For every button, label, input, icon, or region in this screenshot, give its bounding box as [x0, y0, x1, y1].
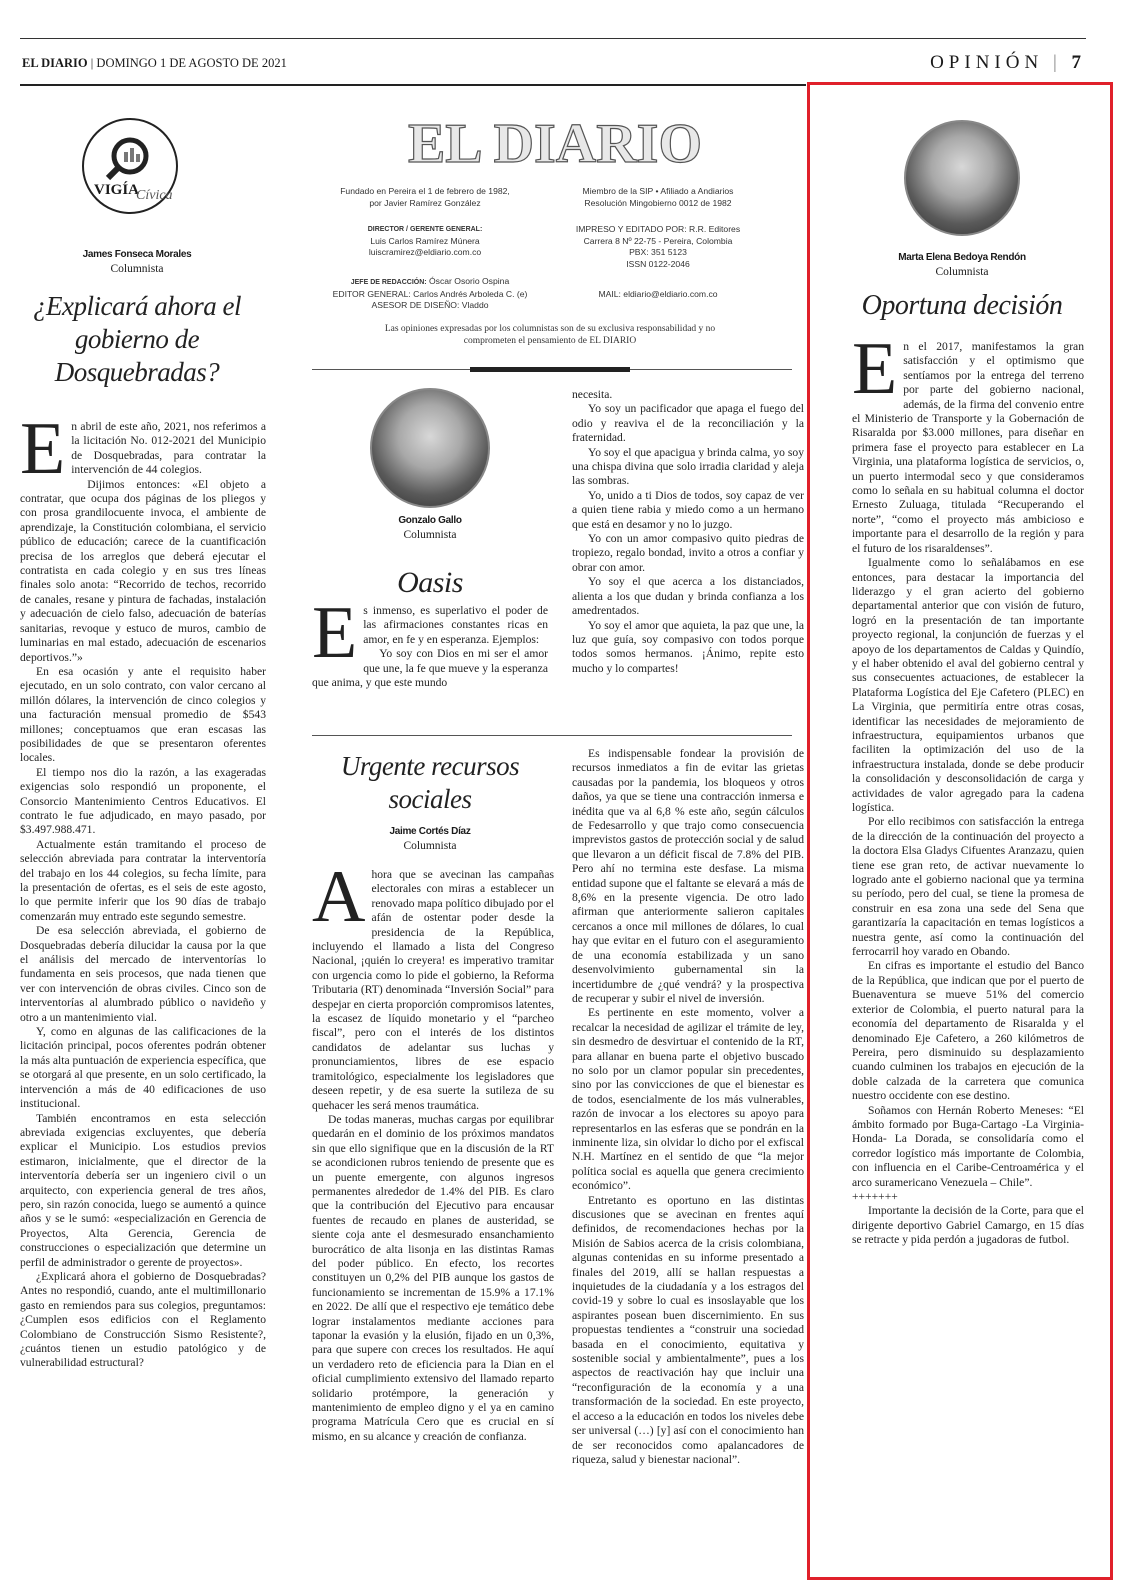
header-rule	[20, 84, 806, 86]
masthead-mail: MAIL: eldiario@eldiario.com.co	[598, 289, 718, 299]
vigia-logo-sub: Cívica	[136, 188, 173, 203]
article-title: Urgente recursos sociales	[340, 751, 520, 814]
paragraph: Es indispensable fondear la provisión de recursos inmediatos a fin de evitar las grietas causadas por la pandemia, los bloqueos y otros daños, ya que se tiene una contracción inmersa e inédita que va al 6,8 % este año, según cálculos de Fedesarrollo y que trajo como consecuencia imprevistos gastos de protección social y de salud que llevaron a un déficit fiscal de 7.8% del PIB. Pero ahí no termina este desfase. La misma entidad supone que el faltante se elevará a más de 8,6% en la presente vigencia. De otro lado afirman que anteriormente salieron capitales cercanos a once mil millones de dólares, lo cual hay que evitar en el futuro con el aseguramiento de una economía estabilizada y un sano desenvolvimiento gubernamental sin la incertidumbre de ¿qué vendrá? y la prospectiva de recuperar y subir el nivel de inversión.	[572, 747, 804, 1005]
masthead-printer: IMPRESO Y EDITADO POR: R.R. Editores Carrera 8 Nº 22-75 - Pereira, Colombia PBX: 351 5123 ISSN 0122-2046	[575, 224, 741, 269]
paragraph: Yo soy el que apacigua y brinda calma, yo soy una chispa divina que solo irradia claridad y aleja las sombras.	[572, 445, 804, 488]
paragraph: necesita.	[572, 388, 613, 401]
article-body-continued	[572, 388, 804, 718]
article-title: Oasis	[397, 566, 463, 599]
paragraph: Yo soy el que acerca a los distanciados, alienta a los que dudan y brinda confianza a los amedrentados.	[572, 575, 804, 618]
paragraph: Yo soy un pacificador que apaga el fuego del odio y reaviva el de la reconciliación y la fraternidad.	[572, 402, 804, 445]
masthead-editors: JEFE DE REDACCIÓN: Óscar Osorio Ospina EDITOR GENERAL: Carlos Andrés Arboleda C. (e) ASESOR DE DISEÑO: Vladdo	[332, 276, 528, 310]
paragraph: Yo con un amor compasivo quito piedras de tropiezo, regalo bondad, invito a otros a confiar y obrar con amor.	[572, 532, 804, 574]
paragraph: Es pertinente en este momento, volver a recalcar la necesidad de agilizar el trámite de ley, sin desmedro de desvirtuar el contenido de la RT, para allanar en buena parte el objetivo buscado no solo por un clamor popular sin precedentes, sino por las convicciones de que el bienestar es de todos, esencialmente de los más vulnerables, razón de invocar a los electores su apoyo para representarlos en las esferas que se pondrán en la inminente liza, sin olvidar lo dicho por el exfiscal N.H. Martínez en el sentido de que “la mejor política social es aquella que genera crecimiento económico”.	[572, 1006, 804, 1193]
section-name: OPINIÓN	[930, 52, 1044, 73]
author-role: Columnista	[403, 840, 457, 852]
paragraph: Dijimos entonces: «El objeto a contratar, que ocupa dos páginas de los pliegos y con prosa grandilocuente invoca, el ambiente de aprendizaje, la Constitución colombiana, el servicio público de educación; carece de la cuantificación precisa de los arreglos que deberá ejecutar el contratista en cada colegio y en sus tres líneas finales solo anota: “Recorrido de techos, recorrido de canales, resane y pintura de fachadas, instalación y adecuación de cielo falso, adecuación de baterías sanitarias, revoque y estuco de muros, cambio de luminarias en mal estado, adecuación de escenarios deportivos.”»	[20, 477, 266, 664]
paragraph: El tiempo nos dio la razón, a las exageradas exigencias solo respondió un proponente, el Consorcio Mantenimiento Centros Educativos. El contrato le fue adjudicado, en mayo pasado, por $3.497.988.471.	[20, 765, 266, 837]
vigia-logo-text: VIGÍA	[94, 182, 140, 198]
separator: +++++++	[852, 1189, 898, 1203]
vigia-logo	[82, 118, 178, 214]
paragraph: n abril de este año, 2021, nos referimos a la licitación No. 012-2021 del Municipio de Dosquebradas, para contratar la intervención de 44 colegios.	[71, 420, 266, 477]
article-body	[852, 340, 1084, 1560]
author-name: Marta Elena Bedoya Rendón	[898, 252, 1026, 263]
paragraph: Por ello recibimos con satisfacción la entrega de la dirección de la continuación del proyecto a la doctora Elsa Gladys Cifuentes Aranzazu, quien tiene ese gran reto, de activar nuevamente lo logrado ante el gobierno nacional que ya termina su período, pero del cual, se tiene la promesa de construir en esa zona una sede del Sena que garantizaría la capacitación en temas logísticos a nuestra gente, así como la continuación del ferrocarril hoy varado en Obando.	[852, 815, 1084, 959]
article-body	[312, 604, 548, 716]
paragraph: De todas maneras, muchas cargas por equilibrar quedarán en el dominio de los próximos mandatos sin que ello signifique que en la discusión de la RT se acondicionen rubros teniendo de presente que es un puente emergente, con algunos ingresos permanentes alrededor de 1.4% del PIB. Es claro que la contribución del Ejecutivo para encausar fuentes de recaudo en planes de austeridad, se siente coja ante el desmesurado ensanchamiento burocrático de alta lisonja en las distintas Ramas del poder público. En efecto, los recortes constituyen un 0,2% del PIB aunque los gastos de funcionamiento se incrementan de 15.9% a 17.1% en 2022. De allí que el respectivo eje temático debe lograr instalamentos mediante acciones para taponar la evasión y la elusión, fijado en un 0,3%, para que supere con creces los resultados. He aquí un verdadero reto de eficiencia para la Dian en el oficial cumplimiento extensivo del llamado reparto solidario protémpore, la generación y mantenimiento de empleo digno y el ya en camino programa Matrícula Cero que es crucial en sí mismo, en su alcance y creación de confianza.	[312, 1112, 554, 1443]
author-role: Columnista	[403, 529, 457, 541]
masthead-founded: Fundado en Pereira el 1 de febrero de 1982, por Javier Ramírez González	[340, 186, 510, 208]
drop-cap: E	[852, 340, 898, 410]
page-header-left: EL DIARIO | DOMINGO 1 DE AGOSTO DE 2021	[22, 56, 287, 70]
author-name: James Fonseca Morales	[82, 249, 192, 260]
page-header-right: OPINIÓN | 7	[930, 52, 1086, 73]
paragraph: ¿Explicará ahora el gobierno de Dosquebradas? Antes no respondió, cuando, ante el multimillonario gasto en remiendos para sus colegios, preguntamos: ¿Cumplen esos edificios con el Reglamento Colombiano de Construcción Sismo Resistente?, ¿cuántos tienen un estudio patológico y de vulnerabilidad estructural?	[20, 1269, 266, 1370]
paragraph: Yo soy el amor que aquieta, la paz que une, la luz que guía, soy compasivo con todos porque todos somos hermanos. ¡Ánimo, repite esto mucho y lo compartes!	[572, 618, 804, 675]
drop-cap: E	[20, 420, 66, 490]
drop-cap: A	[312, 868, 366, 938]
author-name: Jaime Cortés Díaz	[389, 826, 471, 837]
issue-date: DOMINGO 1 DE AGOSTO DE 2021	[96, 56, 287, 70]
author-role: Columnista	[110, 263, 164, 275]
masthead-rule-accent	[470, 367, 630, 372]
paragraph: Y, como en algunas de las calificaciones de la licitación principal, pocos oferentes podrán obtener la más alta puntuación de experiencia específica, que se otorgará al que presente, en un solo certificado, la intervención a más de 40 edificaciones de uso institucional.	[20, 1025, 266, 1111]
paragraph: En esa ocasión y ante el requisito haber ejecutado, en un solo contrato, con valor cercano al millón dólares, la intervención de cinco colegios y una facturación mensual promedio de $543 millones; conceptuamos que eran escasas las posibilidades de que se presentaron oferentes locales.	[20, 664, 266, 765]
paragraph: Entretanto es oportuno en las distintas discusiones que se avecinan en frentes aquí definidos, de recomendaciones hechas por la Misión de Sabios acerca de la crisis colombiana, algunas contenidas en su informe presentado a finales del 2019, allí se hallan respuestas a inquietudes de la ciudadanía y a los estragos del covid-19 y sobre lo cual es insoslayable que los aspirantes posean buen discernimiento. En sus propuestas tendientes a “construir una sociedad basada en el conocimiento, equitativa y sostenible social y ambientalmente”, pues a los aspectos de reactivación hay que incluir una “reconfiguración de la economía y a una transformación de la sociedad. En este proyecto, el acceso a la educación en todos los niveles debe ser universal (…) [y] así con el conocimiento han de ser reconocidos como apalancadores de riqueza, salud y bienestar nacional”.	[572, 1193, 804, 1466]
section-divider	[312, 735, 792, 736]
author-photo	[904, 120, 1020, 236]
paragraph: Actualmente están tramitando el proceso de selección abreviada para contratar la interventoría del trabajo en los 44 colegios, su fecha límite, para la presentación de ofertas, es el seis de este agosto, lo que permite inferir que los 90 días de trabajo comenzarán muy entrado este segundo semestre.	[20, 837, 266, 923]
paragraph: Igualmente como lo señalábamos en ese entonces, para destacar la importancia del liderazgo y el gran acierto del gobierno departamental anterior que con visión de futuro, logró en la presentación de tan importante proyecto regional, la conjunción de fuerzas y el apoyo de los departamentos de Caldas y Quindío, y el haber obtenido el aval del gobierno central y sus consecuentes actuaciones, de establecer la Plataforma Logística del Eje Cafetero (PLEC) en La Virginia, que permitiría entre otras cosas, identificar las necesidades de mejoramiento de infraestructura, equipamientos urbanos que faciliten la optimización del uso de la infraestructura instalada, donde se debe producir la consolidación y desconsolidación de carga y actividades de valor agregado para la cadena logística.	[852, 556, 1084, 814]
author-photo	[370, 388, 490, 508]
drop-cap: E	[312, 604, 358, 674]
paragraph: hora que se avecinan las campañas electorales con miras a establecer un renovado mapa político dibujado por el afán de ostentar poder desde la presidencia de la República, incluyendo el llamado a lista del Congreso Nacional, ¡quién lo creyera! es imperativo tramitar con urgencia como lo pide el gobierno, la Reforma Tributaria (RT) denominada “Inversión Social” para despejar en cierta proporción compromisos latentes, la escasez de líquido monetario y el “parcheo fiscal”, pero con el interés de los distintos candidatos de adelantar sus luchas y pronunciamientos, libres de ese espacio tramitológico, especialmente los legisladores que deseen repetir, y de esa suerte la sutileza de su quehacer les será menos traumática.	[312, 868, 554, 1112]
paragraph: En cifras es importante el estudio del Banco de la República, que indican que por el puerto de Buenaventura se mueve 51% del comercio exterior de Colombia, el puerto natural para la economía del departamento de Risaralda y el denominado Eje Cafetero, a 260 kilómetros de Pereira, pero disminuido su desplazamiento cuando culminen los trabajos en ejecución de la doble calzada de la carretera que comunica nuestro occidente con ese destino.	[852, 959, 1084, 1103]
author-name: Gonzalo Gallo	[398, 515, 462, 526]
author-role: Columnista	[935, 266, 989, 278]
top-rule	[20, 38, 1086, 39]
masthead-membership: Miembro de la SIP • Afiliado a Andiarios Resolución Mingobierno 0012 de 1982	[582, 186, 734, 208]
article-title: Oportuna decisión	[861, 290, 1063, 321]
article-body	[312, 868, 554, 1536]
masthead-logo-text: EL DIARIO	[407, 113, 703, 172]
paragraph: Yo, unido a ti Dios de todos, soy capaz de ver a quien tiene rabia y miedo como a un hermano que está en desamor y no lo juzgo.	[572, 488, 804, 531]
paragraph: De esa selección abreviada, el gobierno de Dosquebradas debería dilucidar la causa por la que el análisis del mercado de interventorías lo fundamenta en seis procesos, que nada tienen que ver con intervención de obras civiles. Cinco son de interventorías al alumbrado público o navideño y otro a un mantenimiento vial.	[20, 924, 266, 1024]
paragraph: Soñamos con Hernán Roberto Meneses: “El ámbito formado por Buga-Cartago -La Virginia- Honda- La Dorada, se consolidaría como el corredor logístico más importante de Colombia, con influencia en el Caribe-Centroamérica y el arco suramericano Venezuela – Chile”.	[852, 1103, 1084, 1189]
article-title: ¿Explicará ahora el gobierno de Dosquebradas?	[33, 291, 241, 387]
masthead-disclaimer: Las opiniones expresadas por los columnistas son de su exclusiva responsabilidad y no comprometen el pensamiento de EL DIARIO	[384, 324, 716, 346]
masthead-logo	[395, 110, 715, 172]
article-body	[20, 420, 266, 1535]
masthead-director: DIRECTOR / GERENTE GENERAL: Luis Carlos Ramírez Múnera luiscramirez@eldiario.com.co	[367, 226, 483, 257]
page-number: 7	[1071, 52, 1086, 73]
paragraph: Yo soy con Dios en mi ser el amor que une, la fe que mueve y la esperanza que anima, y que este mundo	[312, 647, 548, 690]
paragraph: s inmenso, es superlativo el poder de las afirmaciones constantes ricas en amor, en fe y en esperanza. Ejemplos:	[363, 604, 548, 646]
paragraph: n el 2017, manifestamos la gran satisfacción y el optimismo que sentíamos por la entrega del terreno por parte del gobierno nacional, además, de la firma del convenio entre el Ministerio de Transporte y la Gobernación de Risaralda por $3.000 millones, para diseñar en primera fase el proyecto para establecer en La Virginia, una plataforma logística de servicios, o, un puerto intermodal seco y que consideramos como lo señala en su habitual columna el doctor Ernesto Zuluaga, titulada “Recuperando el norte”, “como el proyecto más ambicioso e importante para el desarrollo de la región y para el futuro de los risaraldenses”.	[852, 340, 1084, 555]
article-body-continued	[572, 747, 804, 1537]
paragraph: También encontramos en esta selección abreviada exigencias excluyentes, que debería explicar el Municipio. Los estudios previos estimaron, inicialmente, que el director de la interventoría debería ser un ingeniero civil o un arquitecto, con experiencia general de tres años, pero, sin razón conocida, luego se aumentó a quince años y se le sumó: «especialización en Gerencia de Proyectos, Alta Gerencia, Gerencia de construcciones o especialización que determine un perfil de administrador o gerente de proyectos».	[20, 1111, 266, 1269]
paragraph: Importante la decisión de la Corte, para que el dirigente deportivo Gabriel Camargo, en 15 días se retracte y pida perdón a jugadoras de futbol.	[852, 1204, 1084, 1247]
paper-name: EL DIARIO	[22, 56, 88, 70]
